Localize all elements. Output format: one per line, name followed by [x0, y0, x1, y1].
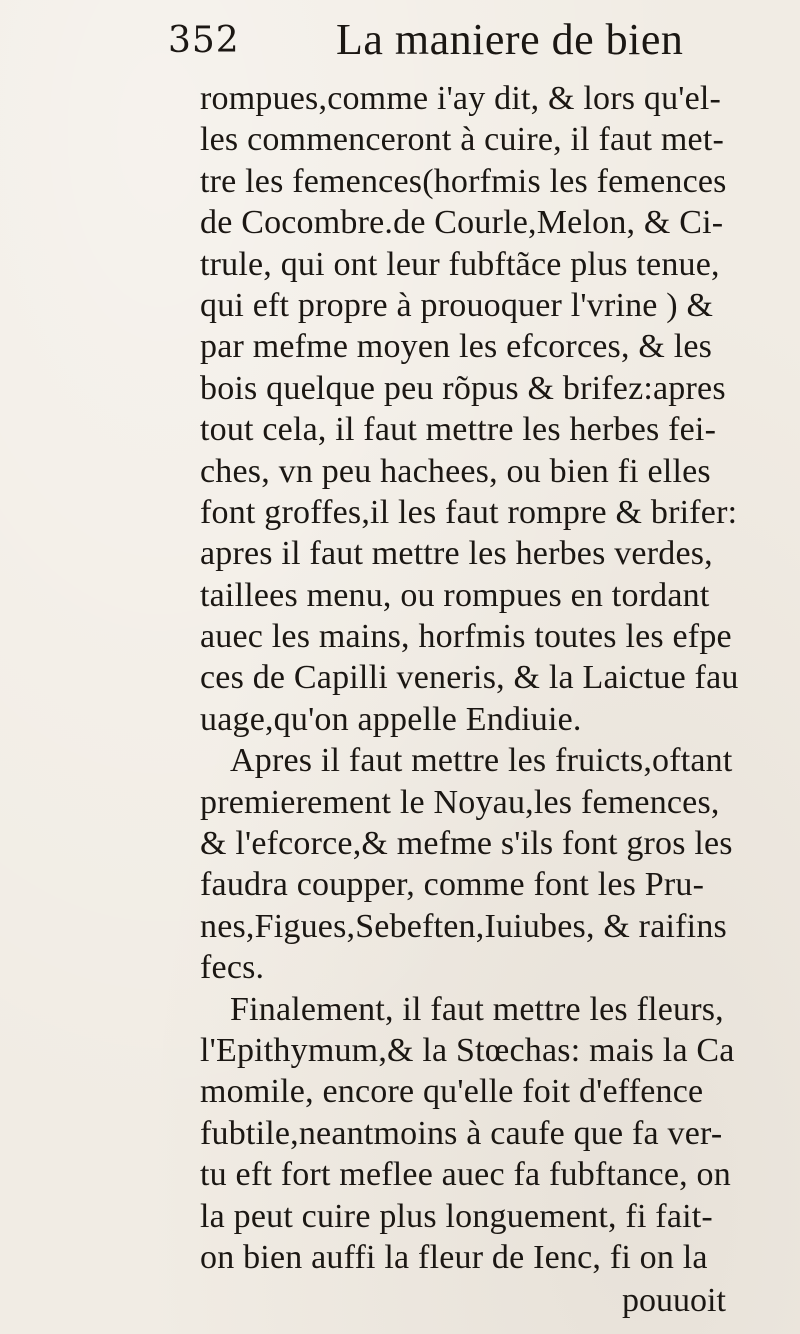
text-line: par mefme moyen les efcorces, & les	[200, 328, 713, 366]
text-line: font groffes,il les faut rompre & brifer:	[200, 493, 738, 531]
page-number: 352	[168, 20, 240, 61]
text-line: tre les femences(horfmis les femences	[200, 162, 727, 200]
text-line: taillees menu, ou rompues en tordant	[200, 576, 710, 614]
body-text	[200, 78, 770, 1278]
text-line: uage,qu'on appelle Endiuie.	[200, 700, 582, 738]
text-line: tout cela, il faut mettre les herbes fei-	[200, 411, 717, 449]
paragraph-start-line: Apres il faut mettre les fruicts,oftant	[230, 742, 733, 780]
text-line: premierement le Noyau,les femences,	[200, 783, 720, 821]
paragraph-start-line: Finalement, il faut mettre les fleurs,	[230, 990, 724, 1028]
page-header	[168, 14, 728, 68]
text-line: trule, qui ont leur fubftãce plus tenue,	[200, 245, 720, 283]
text-line: fubtile,neantmoins à caufe que fa ver-	[200, 1114, 723, 1152]
text-line: faudra coupper, comme font les Pru-	[200, 866, 705, 904]
text-line: ces de Capilli veneris, & la Laictue fau	[200, 659, 739, 697]
text-line: on bien auffi la fleur de Ienc, fi on la	[200, 1238, 708, 1276]
text-line: tu eft fort meflee auec fa fubftance, on	[200, 1156, 731, 1194]
text-line: momile, encore qu'elle foit d'effence	[200, 1073, 704, 1111]
text-line: fecs.	[200, 949, 265, 987]
text-line: les commenceront à cuire, il faut met-	[200, 121, 724, 159]
text-line: la peut cuire plus longuement, fi fait-	[200, 1197, 713, 1235]
text-line: auec les mains, horfmis toutes les efpe	[200, 618, 732, 656]
text-line: bois quelque peu rõpus & brifez:apres	[200, 369, 726, 407]
running-head: La maniere de bien	[336, 15, 684, 64]
text-line: l'Epithymum,& la Stœchas: mais la Ca	[200, 1031, 735, 1069]
text-line: de Cocombre.de Courle,Melon, & Ci-	[200, 204, 724, 242]
text-line: qui eft propre à prouoquer l'vrine ) &	[200, 286, 714, 324]
text-line: & l'efcorce,& mefme s'ils font gros les	[200, 825, 733, 863]
text-line: ches, vn peu hachees, ou bien fi elles	[200, 452, 711, 490]
catchword: pouuoit	[622, 1282, 726, 1319]
text-line: rompues,comme i'ay dit, & lors qu'el-	[200, 80, 722, 117]
text-line: nes,Figues,Sebeften,Iuiubes, & raifins	[200, 907, 727, 945]
text-line: apres il faut mettre les herbes verdes,	[200, 535, 713, 573]
